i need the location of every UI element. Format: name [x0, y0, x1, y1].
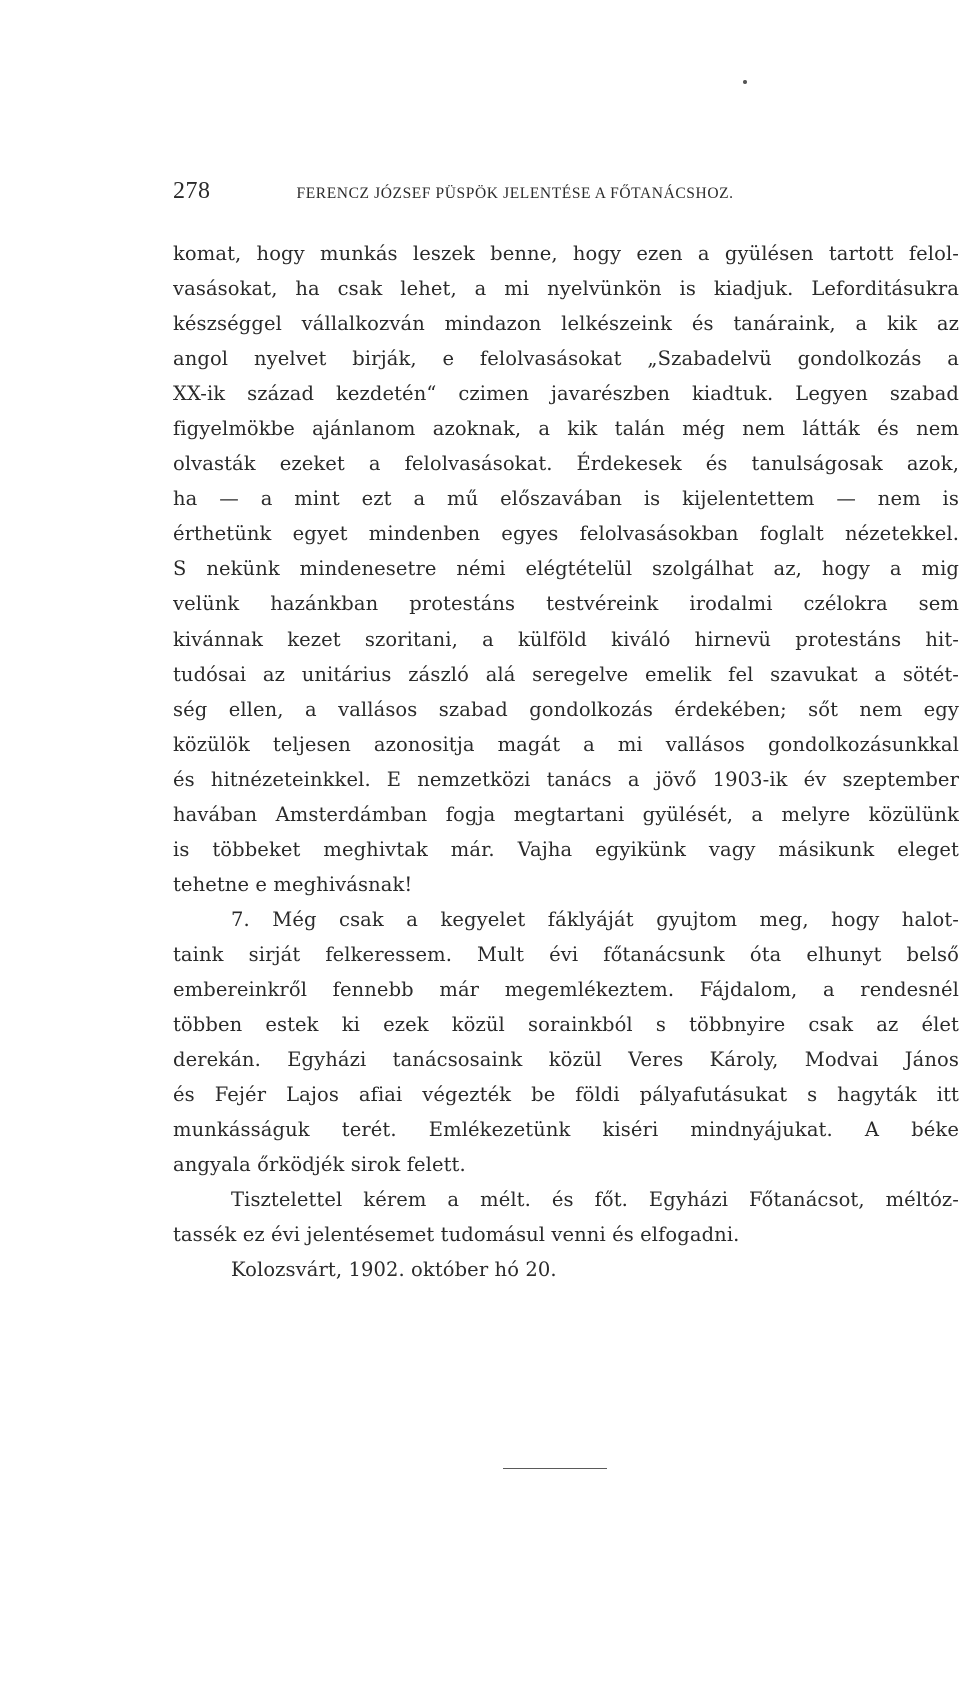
closing-rule [503, 1468, 607, 1469]
text-line: vasásokat, ha csak lehet, a mi nyelvünkön is kiadjuk. Leforditásukra [173, 277, 959, 301]
text-line: többen estek ki ezek közül sorainkból s többnyire csak az élet [173, 1013, 959, 1037]
text-line: ha — a mint ezt a mű előszavában is kijelentettem — nem is [173, 487, 959, 511]
text-line: komat, hogy munkás leszek benne, hogy ezen a gyülésen tartott felol- [173, 242, 959, 265]
text-line: 7. Még csak a kegyelet fáklyáját gyujtom meg, hogy halot- [231, 907, 959, 931]
text-line: taink sirját felkeressem. Mult évi főtanácsunk óta elhunyt belső [173, 942, 959, 966]
text-line: és hitnézeteinkkel. E nemzetközi tanács a jövő 1903-ik év szeptember [173, 767, 959, 791]
text-line: derekán. Egyházi tanácsosaink közül Veres Károly, Modvai János [173, 1048, 959, 1072]
text-line: közülök teljesen azonositja magát a mi vallásos gondolkozásunkkal [173, 732, 959, 756]
text-line: olvasták ezeket a felolvasásokat. Érdekesek és tanulságosak azok, [173, 452, 959, 476]
text-line: is többeket meghivtak már. Vajha egyikünk vagy másikunk eleget [173, 837, 959, 861]
running-title: FERENCZ JÓZSEF PÜSPÖK JELENTÉSE A FŐTANÁCSHOZ. [296, 185, 734, 202]
text-line: angyala őrködjék sirok felett. [173, 1153, 466, 1177]
text-line: tehetne e meghivásnak! [173, 872, 413, 896]
text-line: S nekünk mindenesetre némi elégtételül szolgálhat az, hogy a mig [173, 557, 959, 581]
body-text [173, 236, 959, 1287]
text-line: ség ellen, a vallásos szabad gondolkozás érdekében; sőt nem egy [173, 697, 959, 721]
text-line: tudósai az unitárius zászló alá seregelve emelik fel szavukat a sötét- [173, 662, 959, 686]
text-line: kivánnak kezet szoritani, a külföld kiváló hirnevü protestáns hit- [173, 627, 959, 651]
text-line: XX-ik század kezdetén“ czimen javarészben kiadtuk. Legyen szabad [173, 382, 959, 406]
text-line: figyelmökbe ajánlanom azoknak, a kik talán még nem látták és nem [173, 417, 959, 441]
text-line: velünk hazánkban protestáns testvéreink irodalmi czélokra sem [173, 592, 959, 616]
text-line: készséggel vállalkozván mindazon lelkészeink és tanáraink, a kik az [173, 312, 959, 336]
page-number: 278 [173, 178, 211, 204]
page-header [173, 178, 803, 218]
text-line: embereinkről fennebb már megemlékeztem. Fájdalom, a rendesnél [173, 977, 959, 1001]
text-line: havában Amsterdámban fogja megtartani gyülését, a melyre közülünk [173, 802, 959, 826]
text-line: tassék ez évi jelentésemet tudomásul venni és elfogadni. [173, 1223, 740, 1247]
text-line: és Fejér Lajos afiai végezték be földi pályafutásukat s hagyták itt [173, 1083, 959, 1107]
date-line: Kolozsvárt, 1902. október hó 20. [231, 1258, 557, 1282]
text-line: Tisztelettel kérem a mélt. és főt. Egyházi Főtanácsot, méltóz- [231, 1188, 959, 1212]
text-line: munkásságuk terét. Emlékezetünk kiséri mindnyájukat. A béke [173, 1118, 959, 1142]
text-line: érthetünk egyet mindenben egyes felolvasásokban foglalt nézetekkel. [173, 522, 959, 546]
paper-speck [743, 80, 747, 84]
text-line: angol nyelvet birják, e felolvasásokat „Szabadelvü gondolkozás a [173, 347, 959, 371]
